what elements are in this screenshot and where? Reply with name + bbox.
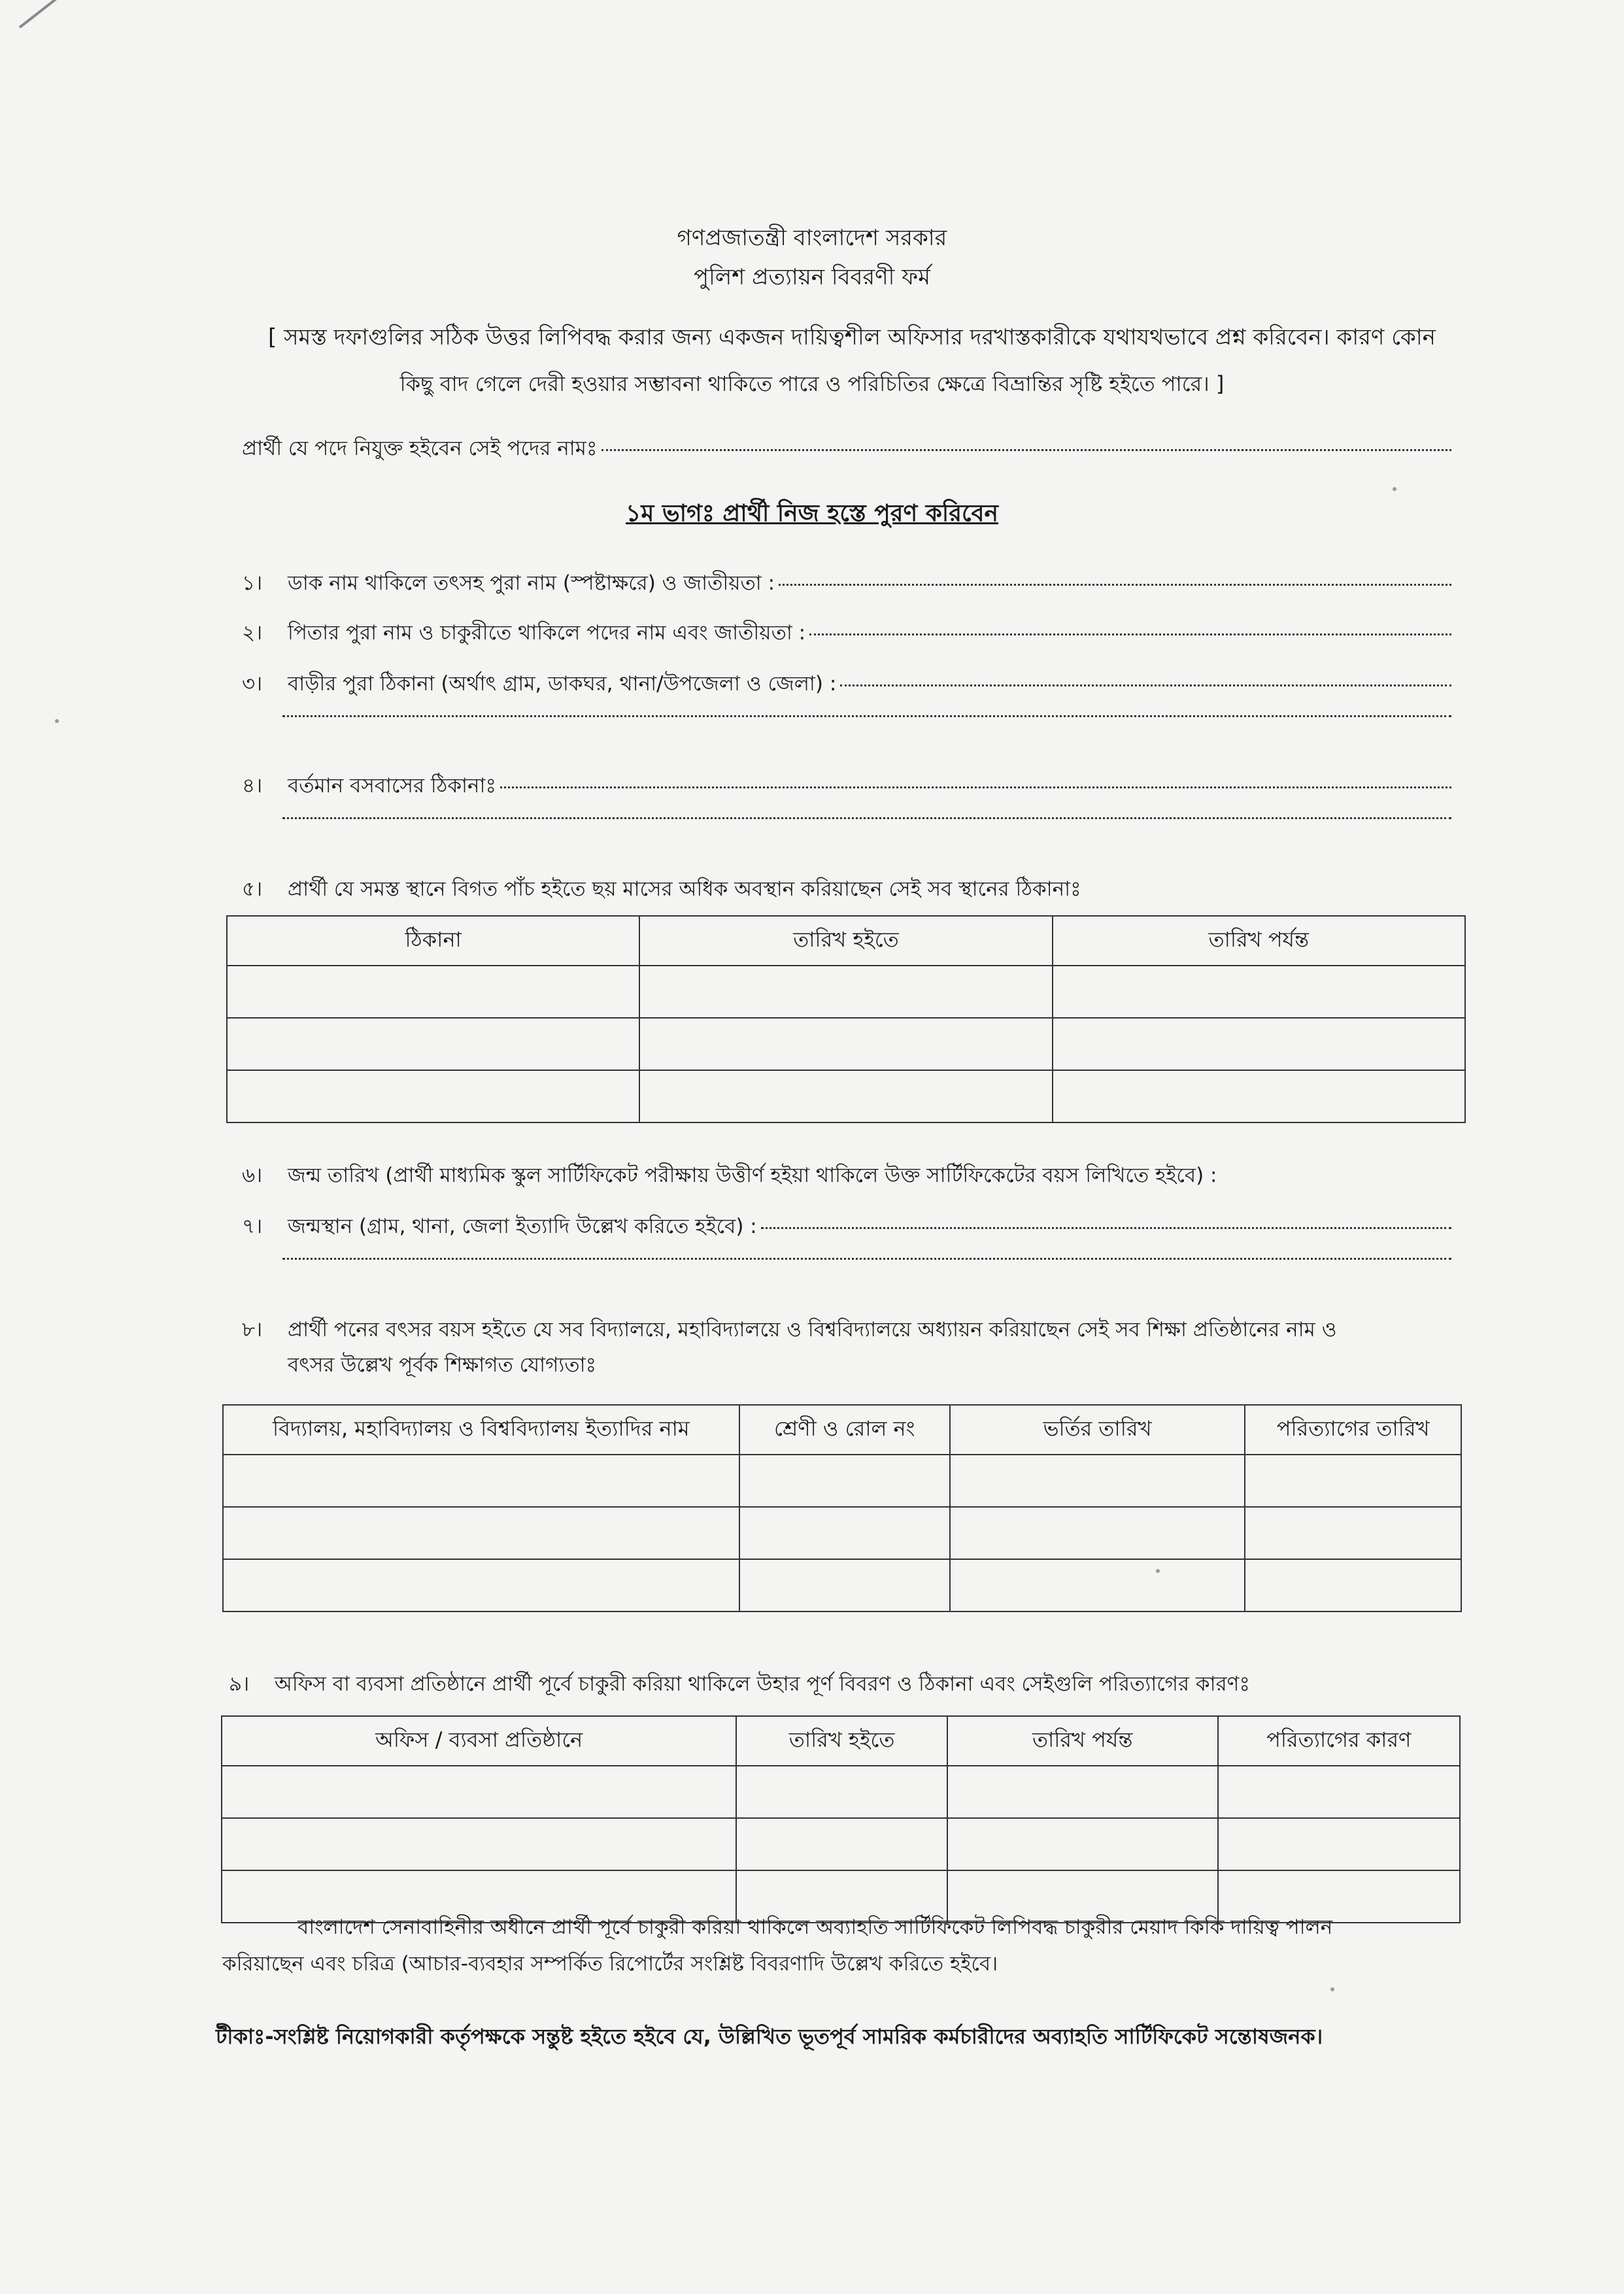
column-header: ভর্তির তারিখ bbox=[950, 1405, 1245, 1455]
column-header: শ্রেণী ও রোল নং bbox=[739, 1405, 950, 1455]
table-cell[interactable] bbox=[222, 1818, 736, 1870]
table-cell[interactable] bbox=[223, 1507, 739, 1559]
post-name-label: প্রার্থী যে পদে নিযুক্ত হইবেন সেই পদের নামঃ bbox=[242, 437, 598, 460]
item-number: ২। bbox=[242, 621, 263, 645]
table-cell[interactable] bbox=[736, 1818, 947, 1870]
item-label: প্রার্থী পনের বৎসর বয়স হইতে যে সব বিদ্যালয়ে, মহাবিদ্যালয়ে ও বিশ্ববিদ্যালয়ে অধ্যায়ন করিয়াছেন সেই সব শিক্ষা প্রতিষ্ঠানের নাম ও bbox=[288, 1318, 1337, 1341]
table-cell[interactable] bbox=[736, 1766, 947, 1818]
item-label: ডাক নাম থাকিলে তৎসহ পুরা নাম (স্পষ্টাক্ষরে) ও জাতীয়তা : bbox=[288, 571, 775, 595]
table-cell[interactable] bbox=[1218, 1766, 1460, 1818]
column-header: তারিখ হইতে bbox=[736, 1716, 947, 1766]
form-title-line1: গণপ্রজাতন্ত্রী বাংলাদেশ সরকার bbox=[677, 225, 947, 251]
column-header: পরিত্যাগের তারিখ bbox=[1245, 1405, 1461, 1455]
table-cell[interactable] bbox=[639, 1070, 1052, 1122]
column-header: ঠিকানা bbox=[227, 916, 639, 966]
table-row bbox=[227, 966, 1465, 1018]
table-cell[interactable] bbox=[947, 1766, 1218, 1818]
birthplace-field-2[interactable] bbox=[282, 1258, 1451, 1260]
speck bbox=[1393, 487, 1396, 491]
birthplace-field[interactable] bbox=[761, 1227, 1451, 1229]
column-header: পরিত্যাগের কারণ bbox=[1218, 1716, 1460, 1766]
table-cell[interactable] bbox=[739, 1507, 950, 1559]
item-label: অফিস বা ব্যবসা প্রতিষ্ঠানে প্রার্থী পূর্বে চাকুরী করিয়া থাকিলে উহার পূর্ণ বিবরণ ও ঠিকানা এবং সেইগুলি পরিত্যাগের কারণঃ bbox=[275, 1672, 1250, 1696]
table-cell[interactable] bbox=[1245, 1559, 1461, 1611]
item-number: ৬। bbox=[242, 1164, 263, 1187]
column-header: তারিখ হইতে bbox=[639, 916, 1052, 966]
army-paragraph-line2: করিয়াছেন এবং চরিত্র (আচার-ব্যবহার সম্পর্কিত রিপোর্টের সংশ্লিষ্ট বিবরণাদি উল্লেখ করিতে হইবে। bbox=[222, 1952, 998, 1976]
column-header: তারিখ পর্যন্ত bbox=[947, 1716, 1218, 1766]
footnote: টীকাঃ-সংশ্লিষ্ট নিয়োগকারী কর্তৃপক্ষকে সন্তুষ্ট হইতে হইবে যে, উল্লিখিত ভূতপূর্ব সামরিক কর্মচারীদের অব্যাহতি সার্টিফিকেট সন্তোষজনক। bbox=[216, 2024, 1323, 2049]
table-cell[interactable] bbox=[639, 966, 1052, 1018]
residence-history-table bbox=[226, 915, 1466, 1123]
part1-heading: ১ম ভাগঃ প্রার্থী নিজ হস্তে পুরণ করিবেন bbox=[625, 500, 999, 527]
present-address-field-2[interactable] bbox=[282, 817, 1451, 819]
item-2 bbox=[242, 617, 1451, 651]
column-header: তারিখ পর্যন্ত bbox=[1053, 916, 1465, 966]
item-label: জন্মস্থান (গ্রাম, থানা, জেলা ইত্যাদি উল্লেখ করিতে হইবে) : bbox=[288, 1215, 757, 1238]
army-paragraph-line1: বাংলাদেশ সেনাবাহিনীর অধীনে প্রার্থী পূর্বে চাকুরী করিয়া থাকিলে অব্যাহতি সার্টিফিকেট লিপিবদ্ধ চাকুরীর মেয়াদ কিকি দায়িত্ব পালন bbox=[297, 1915, 1333, 1939]
table-header-row bbox=[222, 1716, 1460, 1766]
post-name-field[interactable] bbox=[601, 449, 1452, 451]
table-header-row bbox=[223, 1405, 1461, 1455]
item-number: ৫। bbox=[242, 877, 263, 901]
item-number: ৩। bbox=[242, 672, 263, 696]
father-name-field[interactable] bbox=[809, 633, 1451, 635]
item-8-continued bbox=[288, 1349, 1451, 1383]
item-number: ৯। bbox=[229, 1672, 250, 1696]
item-number: ৪। bbox=[242, 774, 263, 798]
form-title-line2: পুলিশ প্রত্যায়ন বিবরণী ফর্ম bbox=[694, 264, 930, 290]
speck bbox=[1330, 1987, 1334, 1991]
column-header: অফিস / ব্যবসা প্রতিষ্ঠানে bbox=[222, 1716, 736, 1766]
pen-mark bbox=[19, 0, 98, 29]
item-1 bbox=[242, 567, 1451, 601]
table-row bbox=[227, 1018, 1465, 1070]
item-number: ৮। bbox=[242, 1318, 263, 1341]
table-cell[interactable] bbox=[639, 1018, 1052, 1070]
table-row bbox=[223, 1559, 1461, 1611]
present-address-field[interactable] bbox=[500, 786, 1451, 788]
instruction-line2: কিছু বাদ গেলে দেরী হওয়ার সম্ভাবনা থাকিতে পারে ও পরিচিতির ক্ষেত্রে বিভ্রান্তির সৃষ্টি হইতে পারে। ] bbox=[399, 371, 1225, 396]
table-cell[interactable] bbox=[227, 1018, 639, 1070]
table-cell[interactable] bbox=[1245, 1507, 1461, 1559]
table-cell[interactable] bbox=[950, 1507, 1245, 1559]
item-label: পিতার পুরা নাম ও চাকুরীতে থাকিলে পদের নাম এবং জাতীয়তা : bbox=[288, 621, 806, 645]
education-table bbox=[222, 1404, 1462, 1612]
item-number: ১। bbox=[242, 571, 263, 595]
table-cell[interactable] bbox=[1053, 966, 1465, 1018]
table-cell[interactable] bbox=[223, 1455, 739, 1507]
table-cell[interactable] bbox=[1218, 1818, 1460, 1870]
item-label: বর্তমান বসবাসের ঠিকানাঃ bbox=[288, 774, 497, 798]
table-cell[interactable] bbox=[222, 1766, 736, 1818]
present-address-continuation bbox=[282, 821, 1451, 823]
table-cell[interactable] bbox=[947, 1818, 1218, 1870]
table-row bbox=[223, 1507, 1461, 1559]
army-service-paragraph bbox=[222, 1909, 1451, 1982]
table-row bbox=[222, 1766, 1460, 1818]
item-6 bbox=[242, 1160, 1451, 1194]
post-name-row bbox=[242, 433, 1451, 467]
permanent-address-continuation bbox=[282, 719, 1451, 721]
permanent-address-field-2[interactable] bbox=[282, 715, 1451, 717]
table-cell[interactable] bbox=[739, 1559, 950, 1611]
table-cell[interactable] bbox=[1053, 1070, 1465, 1122]
permanent-address-field[interactable] bbox=[840, 684, 1451, 686]
table-row bbox=[222, 1818, 1460, 1870]
table-cell[interactable] bbox=[1053, 1018, 1465, 1070]
name-nationality-field[interactable] bbox=[779, 584, 1451, 586]
instruction-line1: [ সমস্ত দফাগুলির সঠিক উত্তর লিপিবদ্ধ করার জন্য একজন দায়িত্বশীল অফিসার দরখাস্তকারীকে যথাযথভাবে প্রশ্ন করিবেন। কারণ কোন bbox=[268, 324, 1436, 350]
speck bbox=[55, 719, 59, 723]
item-8 bbox=[242, 1314, 1451, 1348]
table-header-row bbox=[227, 916, 1465, 966]
item-label: প্রার্থী যে সমস্ত স্থানে বিগত পাঁচ হইতে ছয় মাসের অধিক অবস্থান করিয়াছেন সেই সব স্থানের ঠিকানাঃ bbox=[288, 877, 1081, 901]
table-cell[interactable] bbox=[739, 1455, 950, 1507]
column-header: বিদ্যালয়, মহাবিদ্যালয় ও বিশ্ববিদ্যালয় ইত্যাদির নাম bbox=[223, 1405, 739, 1455]
table-cell[interactable] bbox=[950, 1559, 1245, 1611]
table-row bbox=[223, 1455, 1461, 1507]
item-label: জন্ম তারিখ (প্রার্থী মাধ্যমিক স্কুল সার্টিফিকেট পরীক্ষায় উত্তীর্ণ হইয়া থাকিলে উক্ত সার্টিফিকেটের বয়স লিখিতে হইবে) : bbox=[288, 1164, 1217, 1187]
item-5 bbox=[242, 873, 1451, 907]
item-4 bbox=[242, 770, 1451, 804]
table-cell[interactable] bbox=[227, 966, 639, 1018]
item-label: বৎসর উল্লেখ পূর্বক শিক্ষাগত যোগ্যতাঃ bbox=[288, 1353, 597, 1377]
table-cell[interactable] bbox=[1245, 1455, 1461, 1507]
item-3 bbox=[242, 668, 1451, 702]
table-cell[interactable] bbox=[227, 1070, 639, 1122]
table-row bbox=[227, 1070, 1465, 1122]
item-7 bbox=[242, 1211, 1451, 1245]
item-label: বাড়ীর পুরা ঠিকানা (অর্থাৎ গ্রাম, ডাকঘর, থানা/উপজেলা ও জেলা) : bbox=[288, 672, 837, 696]
item-9 bbox=[229, 1668, 1451, 1702]
birthplace-continuation bbox=[282, 1262, 1451, 1264]
table-cell[interactable] bbox=[223, 1559, 739, 1611]
item-number: ৭। bbox=[242, 1215, 263, 1238]
employment-table bbox=[221, 1715, 1461, 1923]
table-cell[interactable] bbox=[950, 1455, 1245, 1507]
